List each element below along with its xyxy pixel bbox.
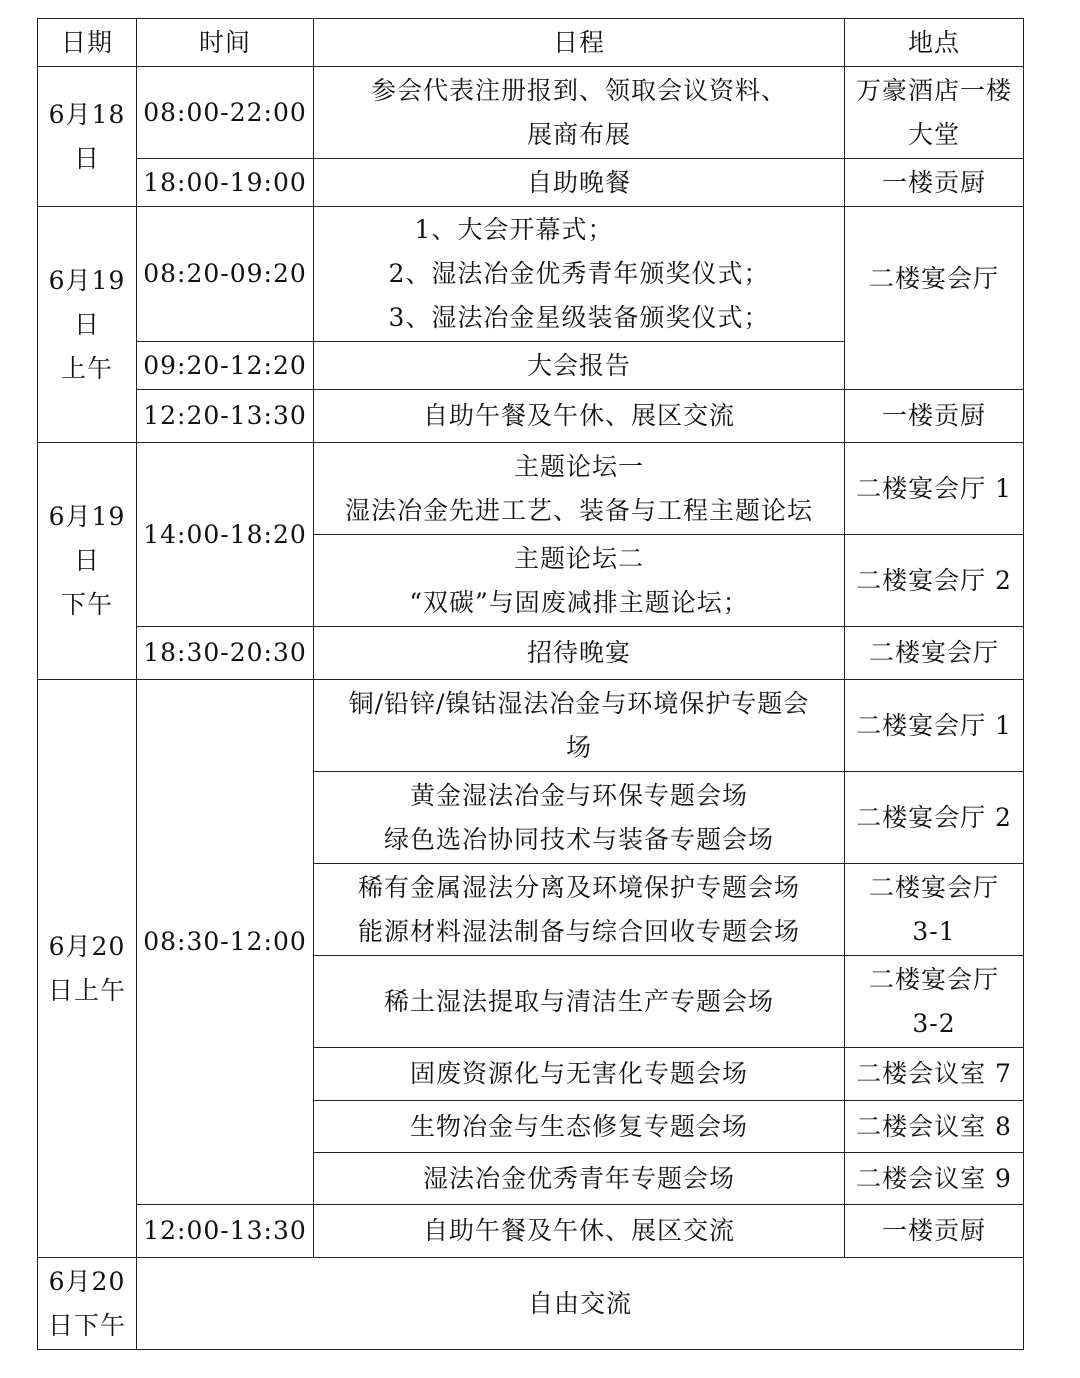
time-cell: 08:00-22:00 (137, 67, 314, 159)
location-cell: 二楼宴会厅 2 (845, 535, 1024, 627)
location-cell: 二楼宴会厅 (845, 627, 1024, 680)
header-agenda: 日程 (314, 19, 845, 67)
location-cell: 二楼宴会厅 1 (845, 443, 1024, 535)
time-cell: 14:00-18:20 (137, 443, 314, 627)
location-cell: 一楼贡厨 (845, 390, 1024, 443)
header-location: 地点 (845, 19, 1024, 67)
agenda-cell: 生物冶金与生态修复专题会场 (314, 1101, 845, 1153)
date-cell: 6月20 日下午 (38, 1258, 137, 1350)
location-cell: 二楼宴会厅 3-2 (845, 956, 1024, 1048)
location-cell: 二楼会议室 8 (845, 1101, 1024, 1153)
agenda-cell: 自助午餐及午休、展区交流 (314, 1205, 845, 1258)
agenda-cell: 参会代表注册报到、领取会议资料、 展商布展 (314, 67, 845, 159)
header-time: 时间 (137, 19, 314, 67)
agenda-cell: 大会报告 (314, 342, 845, 390)
header-date: 日期 (38, 19, 137, 67)
location-cell: 一楼贡厨 (845, 159, 1024, 207)
table-row (38, 159, 1024, 207)
agenda-cell: 铜/铅锌/镍钴湿法冶金与环境保护专题会 场 (314, 680, 845, 772)
time-cell: 12:00-13:30 (137, 1205, 314, 1258)
location-cell: 二楼宴会厅 1 (845, 680, 1024, 772)
date-cell: 6月19 日 下午 (38, 443, 137, 680)
table-row (38, 390, 1024, 443)
header-row (38, 19, 1024, 67)
table-row (38, 207, 1024, 342)
conference-schedule-table (37, 18, 1024, 1350)
agenda-cell: 自助午餐及午休、展区交流 (314, 390, 845, 443)
agenda-cell: 固废资源化与无害化专题会场 (314, 1048, 845, 1101)
table-row (38, 67, 1024, 159)
table-row (38, 443, 1024, 535)
table-row (38, 1205, 1024, 1258)
location-cell: 万豪酒店一楼 大堂 (845, 67, 1024, 159)
location-cell: 二楼会议室 7 (845, 1048, 1024, 1101)
table-row (38, 627, 1024, 680)
location-cell: 二楼宴会厅 2 (845, 772, 1024, 864)
agenda-cell: 主题论坛一 湿法冶金先进工艺、装备与工程主题论坛 (314, 443, 845, 535)
agenda-cell: 自由交流 (137, 1258, 1024, 1350)
time-cell: 18:30-20:30 (137, 627, 314, 680)
agenda-cell: 1、大会开幕式； 2、湿法冶金优秀青年颁奖仪式； 3、湿法冶金星级装备颁奖仪式； (314, 207, 845, 342)
table-row (38, 680, 1024, 772)
agenda-cell: 稀有金属湿法分离及环境保护专题会场 能源材料湿法制备与综合回收专题会场 (314, 864, 845, 956)
agenda-cell: 自助晚餐 (314, 159, 845, 207)
date-cell: 6月20 日上午 (38, 680, 137, 1258)
table-row (38, 1258, 1024, 1350)
time-cell: 08:30-12:00 (137, 680, 314, 1205)
agenda-cell: 稀土湿法提取与清洁生产专题会场 (314, 956, 845, 1048)
time-cell: 18:00-19:00 (137, 159, 314, 207)
agenda-cell: 黄金湿法冶金与环保专题会场 绿色选冶协同技术与装备专题会场 (314, 772, 845, 864)
agenda-cell: 主题论坛二 “双碳”与固废减排主题论坛； (314, 535, 845, 627)
time-cell: 12:20-13:30 (137, 390, 314, 443)
location-cell: 一楼贡厨 (845, 1205, 1024, 1258)
location-cell: 二楼会议室 9 (845, 1153, 1024, 1205)
time-cell: 08:20-09:20 (137, 207, 314, 342)
date-cell: 6月19 日 上午 (38, 207, 137, 443)
location-cell: 二楼宴会厅 3-1 (845, 864, 1024, 956)
time-cell: 09:20-12:20 (137, 342, 314, 390)
agenda-cell: 招待晚宴 (314, 627, 845, 680)
location-cell: 二楼宴会厅 (845, 207, 1024, 390)
date-cell: 6月18 日 (38, 67, 137, 207)
agenda-cell: 湿法冶金优秀青年专题会场 (314, 1153, 845, 1205)
